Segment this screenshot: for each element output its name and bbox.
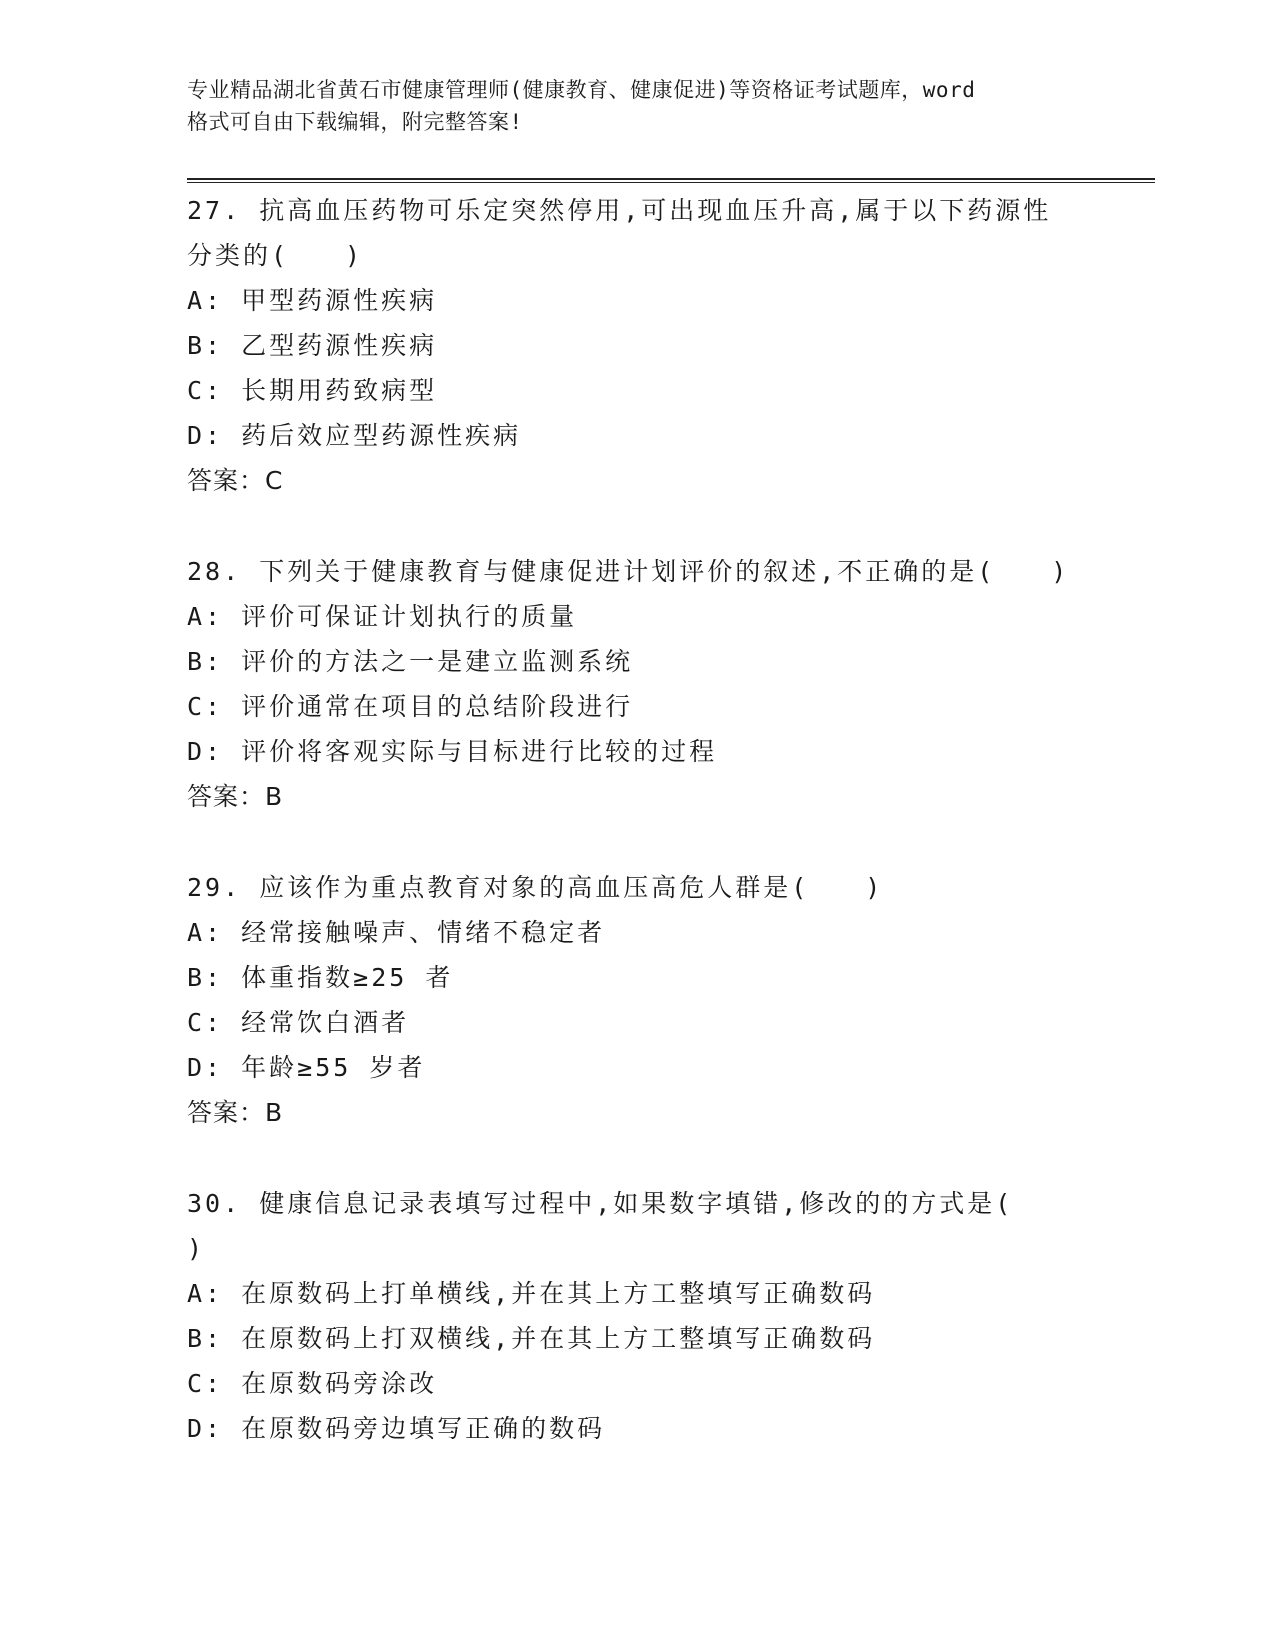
- question-stem-continued: ): [187, 1234, 206, 1263]
- question-29: [187, 865, 1087, 1135]
- option-d: D: 年龄≥55 岁者: [187, 1053, 426, 1082]
- question-stem-continued: 分类的( ): [187, 241, 364, 270]
- option-b: B: 体重指数≥25 者: [187, 963, 454, 992]
- option-a: A: 经常接触噪声、情绪不稳定者: [187, 918, 606, 947]
- question-spacer: [187, 1135, 1087, 1181]
- question-stem: 27. 抗高血压药物可乐定突然停用,可出现血压升高,属于以下药源性: [187, 196, 1052, 225]
- option-c: C: 在原数码旁涂改: [187, 1369, 438, 1398]
- option-b: B: 乙型药源性疾病: [187, 331, 438, 360]
- question-spacer: [187, 503, 1087, 549]
- question-stem: 29. 应该作为重点教育对象的高血压高危人群是( ): [187, 873, 884, 902]
- option-c: C: 经常饮白酒者: [187, 1008, 410, 1037]
- page-header: [187, 74, 1087, 138]
- header-line-1: 专业精品湖北省黄石市健康管理师(健康教育、健康促进)等资格证考试题库，word: [187, 78, 976, 102]
- option-d: D: 在原数码旁边填写正确的数码: [187, 1414, 606, 1443]
- question-stem: 28. 下列关于健康教育与健康促进计划评价的叙述,不正确的是( ): [187, 557, 1070, 586]
- answer: 答案：C: [187, 466, 284, 495]
- option-d: D: 药后效应型药源性疾病: [187, 421, 522, 450]
- option-b: B: 在原数码上打双横线,并在其上方工整填写正确数码: [187, 1324, 876, 1353]
- option-c: C: 长期用药致病型: [187, 376, 438, 405]
- option-c: C: 评价通常在项目的总结阶段进行: [187, 692, 634, 721]
- option-b: B: 评价的方法之一是建立监测系统: [187, 647, 634, 676]
- question-stem: 30. 健康信息记录表填写过程中,如果数字填错,修改的的方式是(: [187, 1189, 1014, 1218]
- option-d: D: 评价将客观实际与目标进行比较的过程: [187, 737, 718, 766]
- question-27: [187, 188, 1087, 503]
- question-30: [187, 1181, 1087, 1451]
- header-line-2: 格式可自由下载编辑，附完整答案!: [187, 110, 523, 134]
- answer: 答案：B: [187, 782, 284, 811]
- header-divider: [187, 178, 1155, 183]
- question-28: [187, 549, 1087, 819]
- option-a: A: 评价可保证计划执行的质量: [187, 602, 578, 631]
- question-spacer: [187, 819, 1087, 865]
- question-list: [187, 188, 1087, 1451]
- option-a: A: 在原数码上打单横线,并在其上方工整填写正确数码: [187, 1279, 876, 1308]
- option-a: A: 甲型药源性疾病: [187, 286, 438, 315]
- answer: 答案：B: [187, 1098, 284, 1127]
